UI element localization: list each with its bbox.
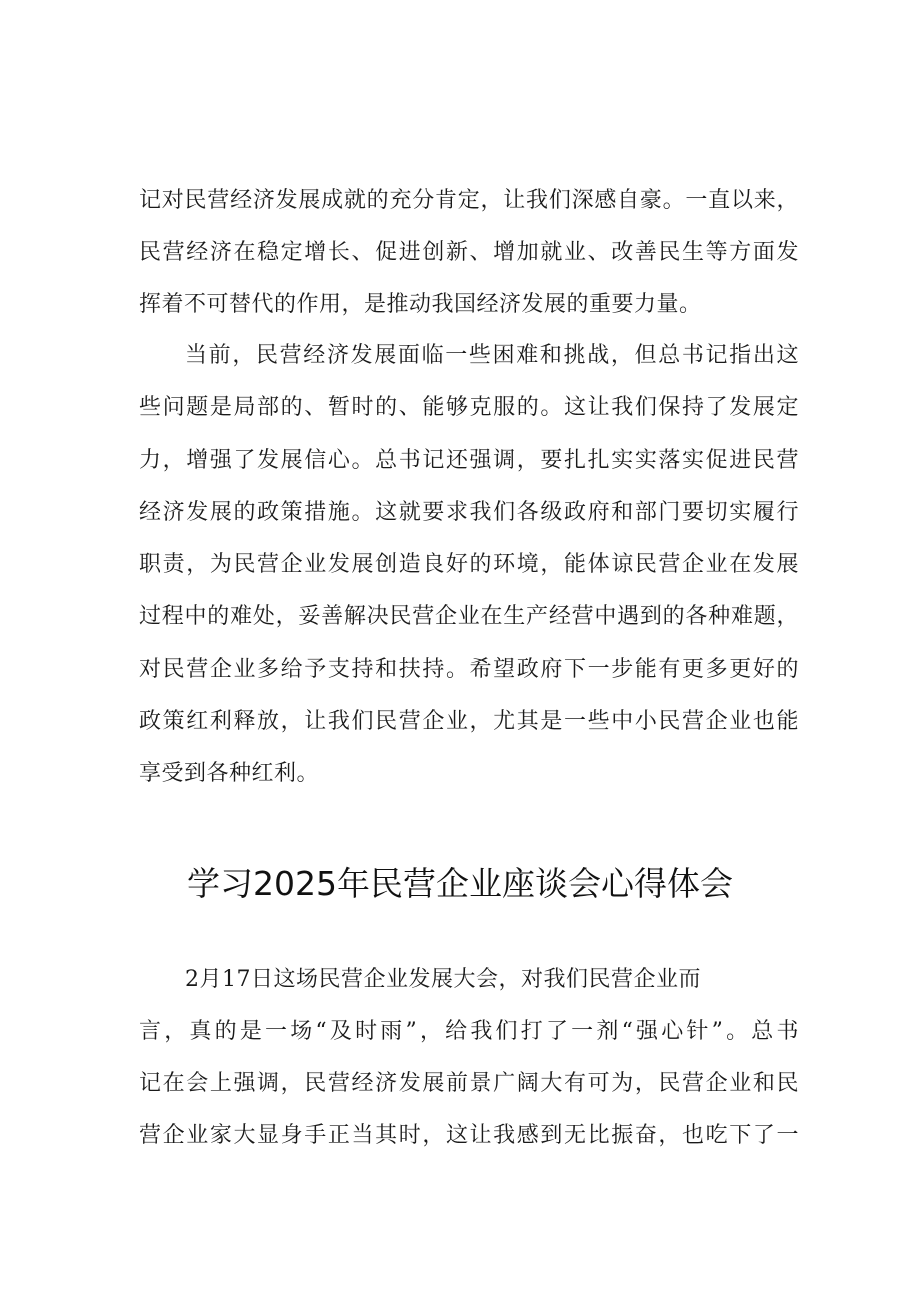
paragraph-line: 对民营企业多给予支持和扶持。希望政府下一步能有更多更好的 [139,657,799,682]
paragraph-line: 政策红利释放，让我们民营企业，尤其是一些中小民营企业也能 [139,709,799,734]
paragraph-line: 2月17日这场民营企业发展大会，对我们民营企业而 [185,967,701,992]
section-heading: 学习2025年民营企业座谈会心得体会 [187,864,733,903]
paragraph-line: 营企业家大显身手正当其时，这让我感到无比振奋，也吃下了一 [139,1123,799,1148]
paragraph-line: 记在会上强调，民营经济发展前景广阔大有可为，民营企业和民 [139,1071,799,1096]
paragraph-line: 当前，民营经济发展面临一些困难和挑战，但总书记指出这 [185,343,799,368]
paragraph-line: 些问题是局部的、暂时的、能够克服的。这让我们保持了发展定 [139,395,799,420]
paragraph-line: 享受到各种红利。 [139,761,320,786]
paragraph-line: 经济发展的政策措施。这就要求我们各级政府和部门要切实履行 [139,500,799,525]
paragraph-line: 力，增强了发展信心。总书记还强调，要扎扎实实落实促进民营 [139,448,799,473]
paragraph-line: 言，真的是一场“及时雨”，给我们打了一剂“强心针”。总书 [139,1019,799,1044]
paragraph-line: 过程中的难处，妥善解决民营企业在生产经营中遇到的各种难题， [139,604,799,629]
paragraph-line: 挥着不可替代的作用，是推动我国经济发展的重要力量。 [139,292,702,317]
paragraph-line: 职责，为民营企业发展创造良好的环境，能体谅民营企业在发展 [139,552,799,577]
paragraph-line: 记对民营经济发展成就的充分肯定，让我们深感自豪。一直以来， [139,188,799,213]
paragraph-line: 民营经济在稳定增长、促进创新、增加就业、改善民生等方面发 [139,240,799,265]
